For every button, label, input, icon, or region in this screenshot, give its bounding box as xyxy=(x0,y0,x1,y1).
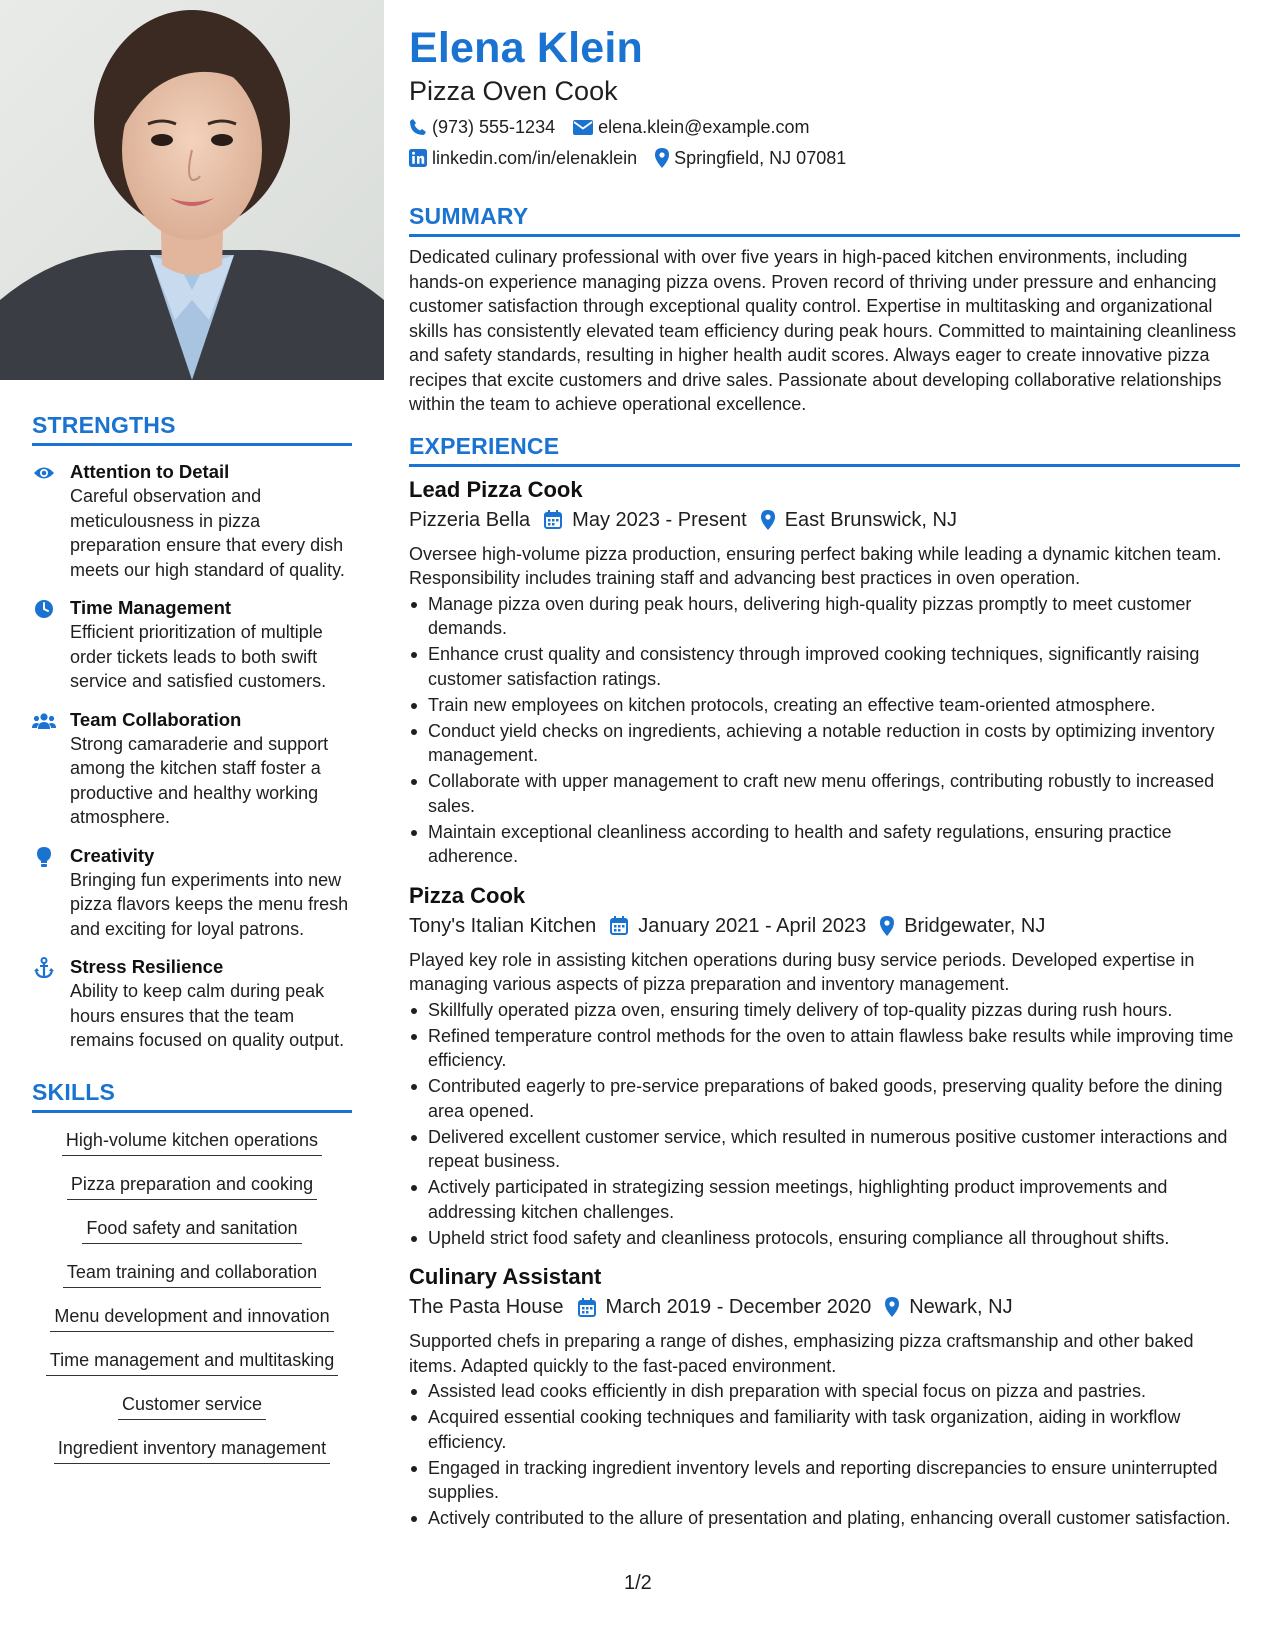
skill-item: Ingredient inventory management xyxy=(54,1435,330,1464)
map-pin-icon xyxy=(880,916,894,936)
experience-section xyxy=(409,433,1240,1531)
job-meta xyxy=(409,912,1240,940)
job-location xyxy=(761,506,957,534)
skill-item: Team training and collaboration xyxy=(63,1259,321,1288)
location-text: Bridgewater, NJ xyxy=(904,914,1046,937)
strength-title: Time Management xyxy=(70,597,232,618)
strength-item xyxy=(32,596,352,694)
bullet-item: Acquired essential cooking techniques and familiarity with task organization, aiding in workflow efficiency. xyxy=(409,1405,1240,1454)
job-company xyxy=(409,912,596,940)
skill-item: Menu development and innovation xyxy=(50,1303,333,1332)
strength-desc: Ability to keep calm during peak hours ensures that the team remains focused on quality output. xyxy=(70,981,345,1050)
bullet-item: Manage pizza oven during peak hours, delivering high-quality pizzas promptly to meet customer demands. xyxy=(409,592,1240,641)
job-title: Culinary Assistant xyxy=(409,1264,602,1289)
bullet-item: Train new employees on kitchen protocols, creating an effective team-oriented atmosphere. xyxy=(409,693,1240,718)
phone-text: (973) 555-1234 xyxy=(432,117,556,137)
strength-title: Attention to Detail xyxy=(70,461,230,482)
profile-photo xyxy=(0,0,384,380)
page-number: 1/2 xyxy=(624,1572,652,1594)
strength-title: Creativity xyxy=(70,844,155,866)
job-company xyxy=(409,1293,564,1321)
bullet-item: Enhance crust quality and consistency through improved cooking techniques, significantly raising customer satisfaction ratings. xyxy=(409,642,1240,691)
job-entry xyxy=(409,881,1240,1251)
skill-item: Customer service xyxy=(118,1391,266,1420)
bullet-item: Refined temperature control methods for the oven to attain flawless bake results while improving time efficiency. xyxy=(409,1024,1240,1073)
location-text: Newark, NJ xyxy=(909,1296,1013,1318)
job-description: Played key role in assisting kitchen operations during busy service periods. Developed expertise in managing various aspects of pizza preparation and inventory management. xyxy=(409,949,1195,994)
skill-item: Pizza preparation and cooking xyxy=(67,1171,317,1200)
candidate-role: Pizza Oven Cook xyxy=(409,76,618,106)
linkedin-text: linkedin.com/in/elenaklein xyxy=(432,148,638,168)
strengths-list xyxy=(32,460,352,1053)
strength-desc: Bringing fun experiments into new pizza flavors keeps the menu fresh and exciting for loyal patrons. xyxy=(70,869,349,939)
job-bullets xyxy=(409,592,1240,869)
skill-item: Food safety and sanitation xyxy=(82,1215,301,1244)
phone-contact[interactable] xyxy=(409,114,555,140)
bullet-item: Contributed eagerly to pre-service preparations of baked goods, preserving quality before the dining area opened. xyxy=(409,1074,1240,1123)
dates-text: January 2021 - April 2023 xyxy=(638,914,867,937)
job-location xyxy=(880,912,1045,940)
bullet-item: Upheld strict food safety and cleanliness protocols, ensuring compliance all throughout shifts. xyxy=(409,1226,1240,1251)
users-icon xyxy=(32,710,56,732)
bullet-item: Conduct yield checks on ingredients, achieving a notable reduction in costs by optimizing inventory management. xyxy=(409,719,1240,768)
job-location xyxy=(885,1293,1012,1321)
skills-heading: SKILLS xyxy=(32,1079,352,1113)
job-bullets xyxy=(409,1379,1240,1531)
envelope-icon xyxy=(573,120,593,135)
candidate-name: Elena Klein xyxy=(409,24,643,72)
job-dates xyxy=(544,506,747,534)
strength-item xyxy=(32,708,352,830)
skills-list xyxy=(32,1123,352,1464)
map-pin-icon xyxy=(761,510,775,530)
job-dates xyxy=(610,912,866,940)
bullet-item: Collaborate with upper management to craft new menu offerings, contributing robustly to increased sales. xyxy=(409,769,1240,818)
eye-icon xyxy=(32,462,56,484)
company-text: Tony's Italian Kitchen xyxy=(409,914,597,937)
location-contact xyxy=(655,145,846,171)
left-content xyxy=(32,412,352,1464)
contact-row-1 xyxy=(409,114,1240,140)
phone-icon xyxy=(409,118,427,136)
job-entry xyxy=(409,475,1240,869)
job-entry xyxy=(409,1262,1240,1531)
clock-icon xyxy=(32,598,56,620)
job-dates xyxy=(578,1293,872,1321)
strength-item xyxy=(32,955,352,1053)
contact-row-2 xyxy=(409,145,1240,171)
skill-item: Time management and multitasking xyxy=(46,1347,338,1376)
strength-item xyxy=(32,844,352,942)
job-bullets xyxy=(409,998,1240,1251)
bullet-item: Delivered excellent customer service, which resulted in numerous positive customer interactions and repeat business. xyxy=(409,1125,1240,1174)
location-text: Springfield, NJ 07081 xyxy=(674,148,847,168)
anchor-icon xyxy=(32,957,56,979)
bullet-item: Actively contributed to the allure of presentation and plating, enhancing overall customer satisfaction. xyxy=(409,1506,1240,1531)
job-title: Lead Pizza Cook xyxy=(409,476,583,502)
email-contact[interactable] xyxy=(573,114,809,140)
skill-item: High-volume kitchen operations xyxy=(62,1127,322,1156)
company-text: The Pasta House xyxy=(409,1296,564,1318)
linkedin-icon xyxy=(409,149,427,167)
strength-desc: Efficient prioritization of multiple order tickets leads to both swift service and satisfied customers. xyxy=(70,622,327,691)
strengths-heading: STRENGTHS xyxy=(32,412,352,446)
job-meta xyxy=(409,506,1240,534)
map-pin-icon xyxy=(655,148,669,168)
calendar-icon xyxy=(544,510,562,529)
dates-text: May 2023 - Present xyxy=(572,508,747,531)
job-company xyxy=(409,506,530,534)
email-text: elena.klein@example.com xyxy=(598,117,810,137)
location-text: East Brunswick, NJ xyxy=(784,508,957,531)
strength-title: Team Collaboration xyxy=(70,708,242,730)
linkedin-contact[interactable] xyxy=(409,145,637,171)
lightbulb-icon xyxy=(32,846,56,868)
summary-section xyxy=(409,203,1240,417)
calendar-icon xyxy=(610,916,628,935)
right-column xyxy=(409,22,1240,1532)
bullet-item: Maintain exceptional cleanliness according to health and safety regulations, ensuring practice adherence. xyxy=(409,820,1240,869)
bullet-item: Engaged in tracking ingredient inventory levels and reporting discrepancies to ensure uninterrupted supplies. xyxy=(409,1456,1240,1505)
dates-text: March 2019 - December 2020 xyxy=(605,1296,872,1318)
job-meta xyxy=(409,1293,1240,1321)
experience-heading: EXPERIENCE xyxy=(409,433,1240,467)
calendar-icon xyxy=(578,1298,596,1317)
bullet-item: Assisted lead cooks efficiently in dish preparation with special focus on pizza and pastries. xyxy=(409,1379,1240,1404)
job-description: Oversee high-volume pizza production, ensuring perfect baking while leading a dynamic kitchen team. Responsibility includes training staff and advancing best practices in oven operation. xyxy=(409,543,1222,588)
left-column xyxy=(0,0,384,1650)
bullet-item: Actively participated in strategizing session meetings, highlighting product improvements and addressing kitchen challenges. xyxy=(409,1175,1240,1224)
strength-item xyxy=(32,460,352,582)
strength-desc: Strong camaraderie and support among the kitchen staff foster a productive and healthy working atmosphere. xyxy=(70,733,329,827)
company-text: Pizzeria Bella xyxy=(409,508,531,531)
job-description: Supported chefs in preparing a range of dishes, emphasizing pizza craftsmanship and other baked items. Adapted quickly to the fast-paced environment. xyxy=(409,1331,1194,1376)
summary-text: Dedicated culinary professional with over five years in high-paced kitchen environments, including hands-on experience managing pizza ovens. Proven record of thriving under pressure and enhancing customer satisfaction through exceptional quality control. Expertise in multitasking and organizational skills has consistently elevated team efficiency during peak hours. Committed to maintaining cleanliness and safety standards, resulting in higher health audit scores. Always eager to create innovative pizza recipes that excite customers and drive sales. Passionate about developing collaborative relationships within the team to achieve operational excellence. xyxy=(409,247,1237,414)
bullet-item: Skillfully operated pizza oven, ensuring timely delivery of top-quality pizzas during rush hours. xyxy=(409,998,1240,1023)
summary-heading: SUMMARY xyxy=(409,203,1240,237)
job-title: Pizza Cook xyxy=(409,882,526,908)
strength-title: Stress Resilience xyxy=(70,956,224,977)
map-pin-icon xyxy=(885,1297,899,1317)
strength-desc: Careful observation and meticulousness in pizza preparation ensure that every dish meets our high standard of quality. xyxy=(70,486,345,580)
